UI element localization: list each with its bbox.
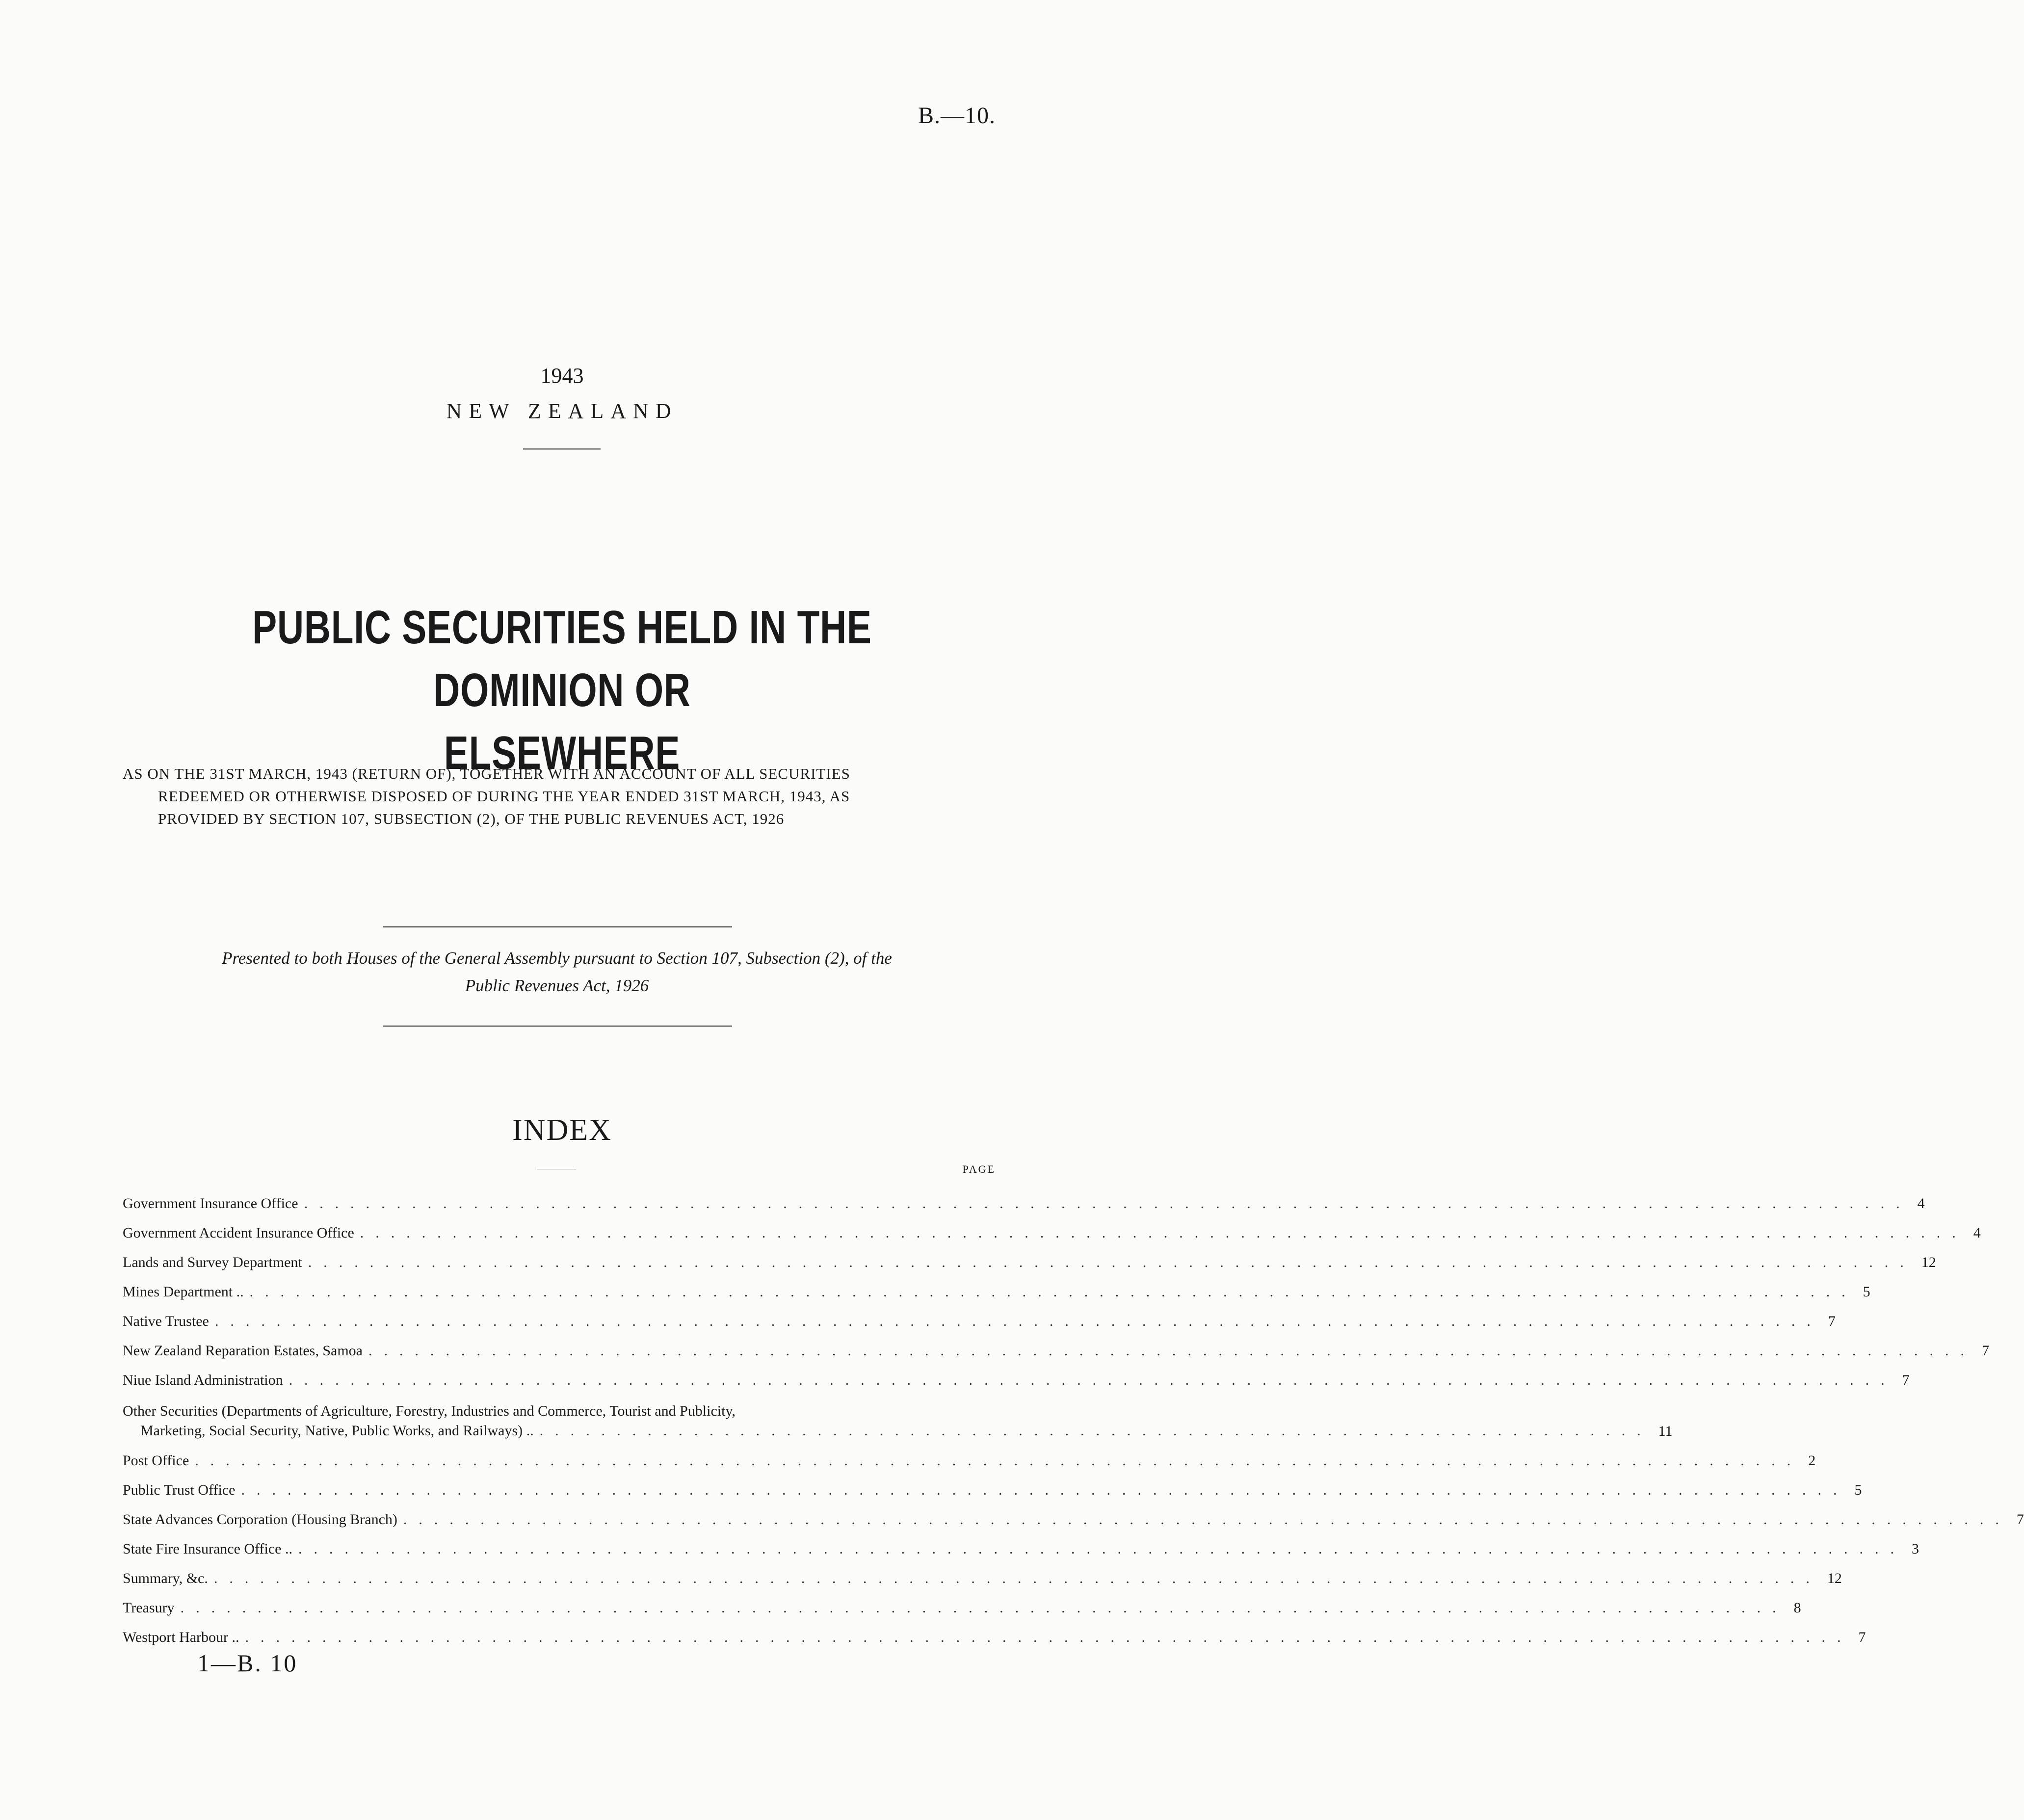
title-line-2: ELSEWHERE xyxy=(444,727,681,779)
index-heading: INDEX xyxy=(512,1113,612,1147)
leader-dots: ........................................................................................................ xyxy=(249,1284,1857,1300)
entry-label: Summary, &c. xyxy=(123,1570,208,1586)
entry-page: 11 xyxy=(1658,1423,1673,1439)
leader-dots: ........................................................................................................ xyxy=(180,1600,1788,1616)
document-reference: B.—10. xyxy=(918,103,996,129)
index-entry[interactable] xyxy=(123,1588,1801,1617)
entry-label: Other Securities (Departments of Agriculture, Forestry, Industries and Commerce, Tourist and Publicity, xyxy=(123,1403,736,1419)
presented-line-1: Presented to both Houses of the General Assembly pursuant to Section 107, Subsection (2), of the xyxy=(222,949,892,968)
index-list xyxy=(123,1184,2024,1647)
entry-label: Government Accident Insurance Office xyxy=(123,1225,354,1241)
index-entry[interactable] xyxy=(123,1529,1919,1558)
entry-page: 3 xyxy=(1911,1541,1919,1557)
index-entry[interactable] xyxy=(123,1272,1870,1301)
entry-page: 4 xyxy=(1917,1195,1925,1212)
divider xyxy=(523,448,601,449)
leader-dots: ........................................................................................................ xyxy=(241,1482,1849,1498)
entry-page: 7 xyxy=(1828,1313,1836,1329)
leader-dots: ........................................................................................................ xyxy=(360,1225,1968,1241)
publication-year: 1943 xyxy=(540,364,584,388)
entry-label: Public Trust Office xyxy=(123,1482,236,1498)
subtitle-line-3: PROVIDED BY SECTION 107, SUBSECTION (2), OF THE PUBLIC REVENUES ACT, 1926 xyxy=(158,810,785,827)
entry-page: 5 xyxy=(1854,1482,1862,1498)
entry-page: 5 xyxy=(1863,1284,1870,1300)
leader-dots: ........................................................................................................ xyxy=(214,1313,1822,1329)
entry-page: 12 xyxy=(1921,1254,1936,1270)
presented-note xyxy=(123,945,991,1000)
index-entry[interactable] xyxy=(123,1360,1910,1390)
index-entry[interactable] xyxy=(123,1617,1866,1647)
entry-label: New Zealand Reparation Estates, Samoa xyxy=(123,1343,363,1359)
entry-label: Government Insurance Office xyxy=(123,1195,298,1212)
presented-line-2: Public Revenues Act, 1926 xyxy=(465,976,649,995)
index-entry[interactable] xyxy=(123,1331,1989,1360)
index-entry[interactable] xyxy=(123,1242,1936,1272)
page-title xyxy=(219,596,905,785)
index-entry[interactable] xyxy=(123,1213,1981,1242)
leader-dots: ........................................................................................................ xyxy=(298,1541,1906,1557)
divider xyxy=(383,1026,732,1027)
title-line-1: PUBLIC SECURITIES HELD IN THE DOMINION OR xyxy=(252,601,872,716)
subtitle xyxy=(123,763,991,830)
entry-label: Niue Island Administration xyxy=(123,1372,283,1388)
subtitle-line-1: AS ON THE 31ST MARCH, 1943 (RETURN OF), TOGETHER WITH AN ACCOUNT OF ALL SECURITIES xyxy=(123,765,850,782)
index-entry[interactable] xyxy=(123,1184,1925,1213)
leader-dots: ........................................................................................................ xyxy=(245,1629,1853,1645)
index-entry[interactable] xyxy=(123,1558,1842,1588)
printer-signature: 1—B. 10 xyxy=(197,1649,298,1677)
entry-label: State Fire Insurance Office .. xyxy=(123,1541,292,1557)
entry-label: Mines Department .. xyxy=(123,1284,244,1300)
country-name: NEW ZEALAND xyxy=(446,399,678,423)
entry-page: 4 xyxy=(1973,1225,1981,1241)
leader-dots: ........................................................................................................ xyxy=(195,1452,1803,1469)
index-entry[interactable] xyxy=(123,1301,1836,1331)
index-entry[interactable] xyxy=(123,1441,1816,1470)
entry-page: 8 xyxy=(1793,1600,1801,1616)
leader-dots: ........................................................................................................ xyxy=(289,1372,1896,1388)
entry-page: 7 xyxy=(1982,1343,1989,1359)
entry-page: 7 xyxy=(1902,1372,1910,1388)
leader-dots: ........................................................................................................ xyxy=(403,1511,2011,1528)
index-entry[interactable] xyxy=(123,1470,1862,1500)
entry-page: 2 xyxy=(1808,1452,1816,1469)
entry-page: 7 xyxy=(1858,1629,1866,1645)
index-entry[interactable] xyxy=(123,1390,1673,1441)
leader-dots: ........................................................................................................ xyxy=(213,1570,1821,1586)
subtitle-line-2: REDEEMED OR OTHERWISE DISPOSED OF DURING THE YEAR ENDED 31ST MARCH, 1943, AS xyxy=(158,788,850,805)
entry-label: Post Office xyxy=(123,1452,189,1469)
leader-dots: ........................................................................................................ xyxy=(304,1195,1912,1212)
leader-dots: ........................................................................................................ xyxy=(308,1254,1916,1270)
entry-label: State Advances Corporation (Housing Branch) xyxy=(123,1511,397,1528)
leader-dots: ........................................................................ xyxy=(539,1423,1653,1439)
divider xyxy=(383,926,732,927)
index-entry[interactable] xyxy=(123,1500,2024,1529)
entry-page: 12 xyxy=(1827,1570,1842,1586)
entry-label-continued: Marketing, Social Security, Native, Public Works, and Railways) .. xyxy=(140,1423,534,1439)
entry-label: Native Trustee xyxy=(123,1313,209,1329)
entry-page: 7 xyxy=(2016,1511,2024,1528)
entry-label: Lands and Survey Department xyxy=(123,1254,302,1270)
entry-label: Treasury xyxy=(123,1600,175,1616)
leader-dots: ........................................................................................................ xyxy=(368,1343,1976,1359)
entry-label: Westport Harbour .. xyxy=(123,1629,239,1645)
page-column-label: PAGE xyxy=(962,1163,996,1175)
